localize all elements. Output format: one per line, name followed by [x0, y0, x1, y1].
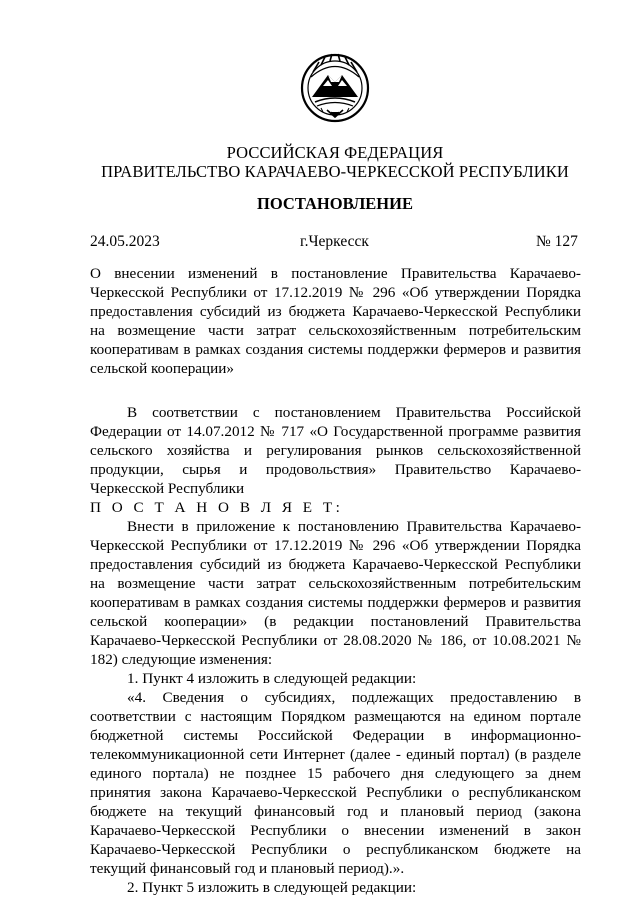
item-2: 2. Пункт 5 изложить в следующей редакции: — [127, 879, 417, 896]
preamble-paragraph: В соответствии с постановлением Правительства Российской Федерации от 14.07.2012 № 717 «О Государственной программе развития сельского хозяйства и регулирования рынков сельскохозяйственной продукции, сырья и продовольствия» Правительство Карачаево-Черкесской Республики — [90, 404, 581, 497]
decree-word: П О С Т А Н О В Л Я Е Т: — [90, 499, 344, 516]
coat-of-arms-emblem — [299, 50, 371, 126]
header-country: РОССИЙСКАЯ ФЕДЕРАЦИЯ — [226, 143, 444, 162]
document-type-title: ПОСТАНОВЛЕНИЕ — [257, 194, 413, 213]
quoted-point-4: «4. Сведения о субсидиях, подлежащих предоставлению в соответствии с настоящим Порядком размещаются на едином портале бюджетной системы Российской Федерации в информационно-телекоммуникационной сети Интернет (далее - единый портал) (в разделе единого портала) не позднее 15 рабочего дня следующего за днем принятия закона Карачаево-Черкесской Республики о республиканском бюджете на текущий финансовый год и плановый период (закона Карачаево-Черкесской Республики о внесении изменений в закон Карачаево-Черкесской Республики о республиканском бюджете на текущий финансовый год и плановый период).». — [90, 689, 581, 877]
document-city: г.Черкесск — [300, 233, 369, 250]
document-title-text: О внесении изменений в постановление Правительства Карачаево-Черкесской Республики от 17.12.2019 № 296 «Об утверждении Порядка предоставления субсидий из бюджета Карачаево-Черкесской Республики на возмещение части затрат сельскохозяйственным потребительским кооперативам в рамках создания системы поддержки фермеров и развития сельской кооперации» — [90, 265, 581, 377]
header-government: ПРАВИТЕЛЬСТВО КАРАЧАЕВО-ЧЕРКЕССКОЙ РЕСПУБЛИКИ — [101, 162, 569, 181]
item-1: 1. Пункт 4 изложить в следующей редакции: — [127, 670, 417, 687]
document-title — [90, 264, 581, 378]
document-number: № 127 — [536, 233, 578, 250]
document-date: 24.05.2023 — [90, 233, 160, 250]
paragraph-1: Внести в приложение к постановлению Правительства Карачаево-Черкесской Республики от 17.12.2019 № 296 «Об утверждении Порядка предоставления субсидий из бюджета Карачаево-Черкесской Республики на возмещение части затрат сельскохозяйственным потребительским кооперативам в рамках создания системы поддержки фермеров и развития сельской кооперации» (в редакции постановлений Правительства Карачаево-Черкесской Республики от 28.08.2020 № 186, от 10.08.2021 № 182) следующие изменения: — [90, 518, 581, 668]
document-body — [90, 403, 581, 897]
